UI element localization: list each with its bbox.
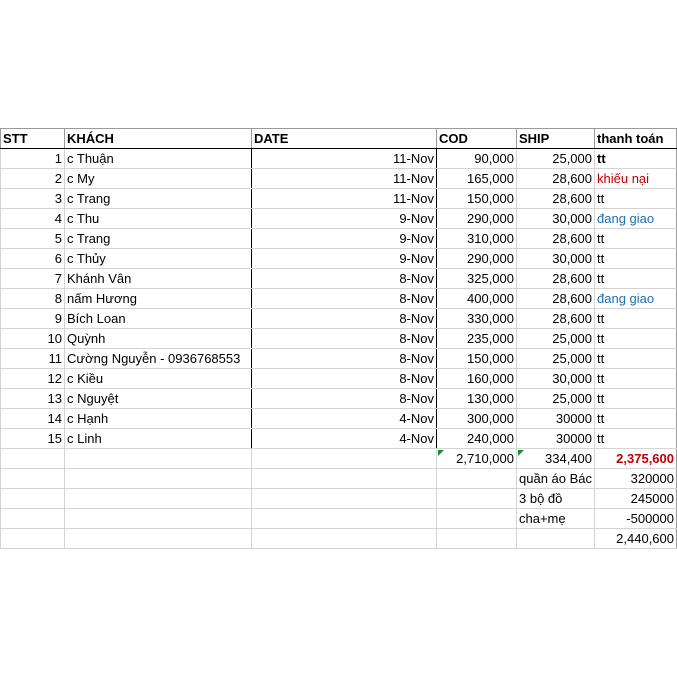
cell-date[interactable]: 11-Nov: [252, 189, 437, 209]
empty-cell[interactable]: [437, 469, 517, 489]
cell-stt[interactable]: 4: [1, 209, 65, 229]
cell-stt[interactable]: 11: [1, 349, 65, 369]
cell-ship[interactable]: 28,600: [517, 269, 595, 289]
cell-thanh-toan[interactable]: tt: [595, 309, 677, 329]
cell-cod[interactable]: 160,000: [437, 369, 517, 389]
cell-cod[interactable]: 400,000: [437, 289, 517, 309]
cell-ship[interactable]: 28,600: [517, 229, 595, 249]
cell-date[interactable]: 4-Nov: [252, 429, 437, 449]
cell-cod[interactable]: 235,000: [437, 329, 517, 349]
empty-cell[interactable]: [252, 449, 437, 469]
cell-date[interactable]: 8-Nov: [252, 389, 437, 409]
empty-cell[interactable]: [65, 529, 252, 549]
cell-ship[interactable]: 25,000: [517, 349, 595, 369]
cell-khach[interactable]: Khánh Vân: [65, 269, 252, 289]
cell-stt[interactable]: 2: [1, 169, 65, 189]
extra-row: [1, 469, 677, 489]
cell-cod[interactable]: 130,000: [437, 389, 517, 409]
empty-cell[interactable]: [1, 449, 65, 469]
cell-thanh-toan[interactable]: tt: [595, 369, 677, 389]
cell-thanh-toan[interactable]: tt: [595, 229, 677, 249]
table-row: [1, 389, 677, 409]
empty-cell[interactable]: [252, 509, 437, 529]
cell-thanh-toan[interactable]: tt: [595, 349, 677, 369]
table-row: [1, 429, 677, 449]
cell-stt[interactable]: 5: [1, 229, 65, 249]
empty-cell[interactable]: [437, 529, 517, 549]
extra-value-cell[interactable]: 320000: [595, 469, 677, 489]
cell-ship[interactable]: 30,000: [517, 369, 595, 389]
cell-cod[interactable]: 165,000: [437, 169, 517, 189]
cell-cod[interactable]: 300,000: [437, 409, 517, 429]
table-row: [1, 249, 677, 269]
table-row: [1, 209, 677, 229]
cell-ship[interactable]: 28,600: [517, 169, 595, 189]
cell-cod[interactable]: 150,000: [437, 189, 517, 209]
empty-cell[interactable]: [252, 489, 437, 509]
cell-thanh-toan[interactable]: tt: [595, 189, 677, 209]
cell-ship[interactable]: 30,000: [517, 209, 595, 229]
total-ship-cell[interactable]: 334,400: [517, 449, 595, 469]
header-khach[interactable]: KHÁCH: [65, 129, 252, 149]
cell-date[interactable]: 9-Nov: [252, 209, 437, 229]
cell-ship[interactable]: 28,600: [517, 309, 595, 329]
cell-date[interactable]: 8-Nov: [252, 369, 437, 389]
cell-khach[interactable]: c Hạnh: [65, 409, 252, 429]
table-row: [1, 149, 677, 169]
cell-stt[interactable]: 1: [1, 149, 65, 169]
table-row: [1, 269, 677, 289]
cell-thanh-toan[interactable]: tt: [595, 149, 677, 169]
table-row: [1, 189, 677, 209]
empty-cell[interactable]: [65, 489, 252, 509]
cell-ship[interactable]: 30,000: [517, 249, 595, 269]
empty-cell[interactable]: [1, 489, 65, 509]
cell-date[interactable]: 8-Nov: [252, 289, 437, 309]
cell-stt[interactable]: 13: [1, 389, 65, 409]
cell-stt[interactable]: 10: [1, 329, 65, 349]
table-row: [1, 309, 677, 329]
cell-ship[interactable]: 30000: [517, 429, 595, 449]
spreadsheet: [0, 128, 677, 549]
cell-date[interactable]: 8-Nov: [252, 309, 437, 329]
cell-khach[interactable]: Bích Loan: [65, 309, 252, 329]
cell-ship[interactable]: 25,000: [517, 149, 595, 169]
cell-date[interactable]: 9-Nov: [252, 229, 437, 249]
cell-ship[interactable]: 25,000: [517, 329, 595, 349]
cell-khach[interactable]: c Thuận: [65, 149, 252, 169]
cell-thanh-toan[interactable]: đang giao: [595, 209, 677, 229]
cell-date[interactable]: 8-Nov: [252, 329, 437, 349]
table-row: [1, 349, 677, 369]
empty-cell[interactable]: [65, 449, 252, 469]
cell-khach[interactable]: c Linh: [65, 429, 252, 449]
cell-khach[interactable]: c Trang: [65, 229, 252, 249]
final-total-cell[interactable]: 2,440,600: [595, 529, 677, 549]
cell-date[interactable]: 11-Nov: [252, 169, 437, 189]
cell-date[interactable]: 8-Nov: [252, 269, 437, 289]
cell-khach[interactable]: Quỳnh: [65, 329, 252, 349]
cell-cod[interactable]: 90,000: [437, 149, 517, 169]
empty-cell[interactable]: [252, 529, 437, 549]
cell-stt[interactable]: 9: [1, 309, 65, 329]
cell-khach[interactable]: c Thủy: [65, 249, 252, 269]
total-thanh-toan-cell[interactable]: 2,375,600: [595, 449, 677, 469]
cell-thanh-toan[interactable]: tt: [595, 389, 677, 409]
table-row: [1, 289, 677, 309]
cell-stt[interactable]: 8: [1, 289, 65, 309]
cell-stt[interactable]: 6: [1, 249, 65, 269]
table-row: [1, 169, 677, 189]
cell-khach[interactable]: c Thu: [65, 209, 252, 229]
extra-label-cell[interactable]: 3 bộ đồ: [517, 489, 595, 509]
cell-ship[interactable]: 28,600: [517, 289, 595, 309]
extra-value-cell[interactable]: 245000: [595, 489, 677, 509]
cell-cod[interactable]: 150,000: [437, 349, 517, 369]
header-thanh-toan[interactable]: thanh toán: [595, 129, 677, 149]
cell-khach[interactable]: c Nguyệt: [65, 389, 252, 409]
cell-thanh-toan[interactable]: tt: [595, 269, 677, 289]
cell-khach[interactable]: Cường Nguyễn - 0936768553: [65, 349, 252, 369]
header-ship[interactable]: SHIP: [517, 129, 595, 149]
extra-row: [1, 489, 677, 509]
header-date[interactable]: DATE: [252, 129, 437, 149]
empty-cell[interactable]: [1, 529, 65, 549]
cell-khach[interactable]: c My: [65, 169, 252, 189]
cell-cod[interactable]: 325,000: [437, 269, 517, 289]
cell-thanh-toan[interactable]: đang giao: [595, 289, 677, 309]
empty-cell[interactable]: [437, 509, 517, 529]
cell-cod[interactable]: 310,000: [437, 229, 517, 249]
cell-ship[interactable]: 28,600: [517, 189, 595, 209]
cell-ship[interactable]: 30000: [517, 409, 595, 429]
final-total-row: [1, 529, 677, 549]
total-cod-cell[interactable]: 2,710,000: [437, 449, 517, 469]
cell-cod[interactable]: 290,000: [437, 209, 517, 229]
cell-date[interactable]: 11-Nov: [252, 149, 437, 169]
cell-stt[interactable]: 7: [1, 269, 65, 289]
cell-stt[interactable]: 12: [1, 369, 65, 389]
cell-cod[interactable]: 330,000: [437, 309, 517, 329]
table-row: [1, 329, 677, 349]
totals-row: [1, 449, 677, 469]
cell-thanh-toan[interactable]: tt: [595, 409, 677, 429]
empty-cell[interactable]: [1, 469, 65, 489]
empty-cell[interactable]: [65, 509, 252, 529]
cell-cod[interactable]: 290,000: [437, 249, 517, 269]
extra-label-cell[interactable]: quần áo Bác: [517, 469, 595, 489]
cell-stt[interactable]: 3: [1, 189, 65, 209]
cell-thanh-toan[interactable]: tt: [595, 249, 677, 269]
cell-khach[interactable]: c Trang: [65, 189, 252, 209]
orders-table: [0, 128, 677, 549]
cell-date[interactable]: 4-Nov: [252, 409, 437, 429]
cell-stt[interactable]: 14: [1, 409, 65, 429]
cell-date[interactable]: 8-Nov: [252, 349, 437, 369]
table-row: [1, 409, 677, 429]
header-row: [1, 129, 677, 149]
empty-cell[interactable]: [437, 489, 517, 509]
cell-khach[interactable]: nấm Hương: [65, 289, 252, 309]
header-stt[interactable]: STT: [1, 129, 65, 149]
empty-cell[interactable]: [1, 509, 65, 529]
header-cod[interactable]: COD: [437, 129, 517, 149]
empty-cell[interactable]: [65, 469, 252, 489]
extra-value-cell[interactable]: -500000: [595, 509, 677, 529]
cell-stt[interactable]: 15: [1, 429, 65, 449]
table-row: [1, 229, 677, 249]
cell-date[interactable]: 9-Nov: [252, 249, 437, 269]
cell-cod[interactable]: 240,000: [437, 429, 517, 449]
empty-cell[interactable]: [517, 529, 595, 549]
extra-row: [1, 509, 677, 529]
cell-thanh-toan[interactable]: tt: [595, 329, 677, 349]
cell-khach[interactable]: c Kiều: [65, 369, 252, 389]
cell-thanh-toan[interactable]: khiếu nại: [595, 169, 677, 189]
extra-label-cell[interactable]: cha+mẹ: [517, 509, 595, 529]
empty-cell[interactable]: [252, 469, 437, 489]
table-row: [1, 369, 677, 389]
cell-thanh-toan[interactable]: tt: [595, 429, 677, 449]
cell-ship[interactable]: 25,000: [517, 389, 595, 409]
order-rows: [1, 149, 677, 549]
